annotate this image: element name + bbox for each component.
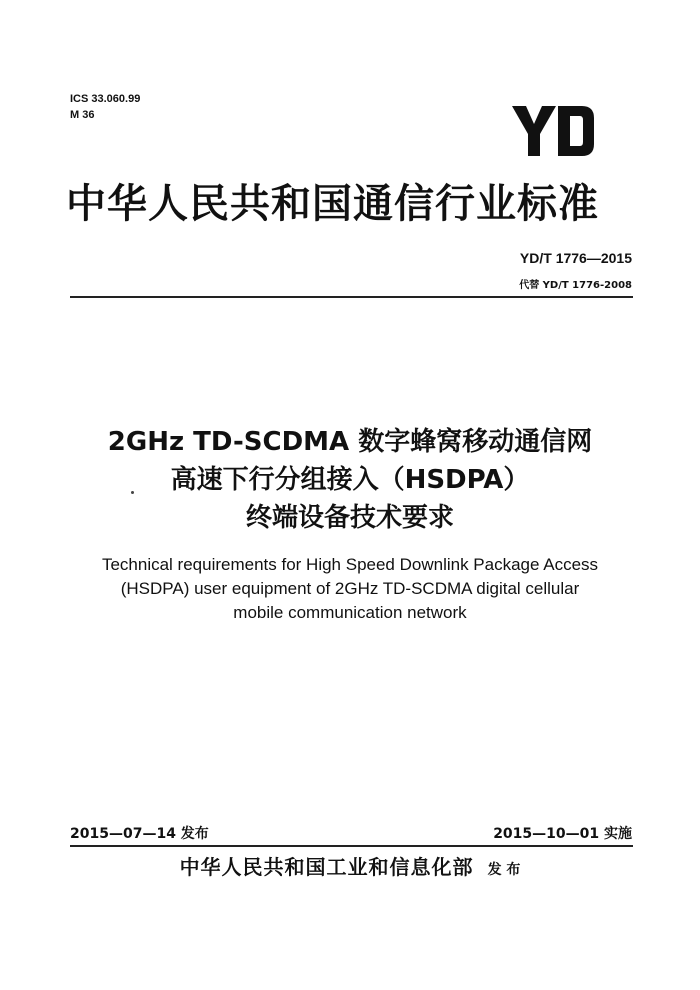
footer-divider — [70, 845, 633, 847]
speck — [131, 491, 134, 494]
main-title: 中华人民共和国通信行业标准 — [66, 181, 599, 227]
cn-title-line-2: 高速下行分组接入（HSDPA） — [170, 465, 530, 495]
ccs-code: M 36 — [70, 109, 95, 121]
yd-logo — [512, 104, 596, 158]
en-title-line-1: Technical requirements for High Speed Downlink Package Access — [101, 555, 599, 574]
ics-code: ICS 33.060.99 — [70, 93, 141, 105]
publisher — [150, 851, 550, 880]
replaces-standard: 代替 YD/T 1776-2008 — [519, 280, 632, 291]
cn-title-line-3: 终端设备技术要求 — [245, 503, 454, 533]
en-title-line-3: mobile communication network — [233, 603, 467, 622]
cn-title-line-1: 2GHz TD-SCDMA 数字蜂窝移动通信网 — [107, 427, 593, 457]
implementation-date: 2015—10—01 实施 — [493, 826, 632, 842]
standard-number: YD/T 1776—2015 — [519, 250, 632, 266]
header-divider — [70, 296, 633, 298]
en-title-line-2: (HSDPA) user equipment of 2GHz TD-SCDMA digital cellular — [120, 579, 580, 598]
publisher-org: 中华人民共和国工业和信息化部 — [179, 855, 474, 879]
publisher-action: 发 布 — [487, 862, 521, 878]
issue-date: 2015—07—14 发布 — [70, 826, 209, 842]
